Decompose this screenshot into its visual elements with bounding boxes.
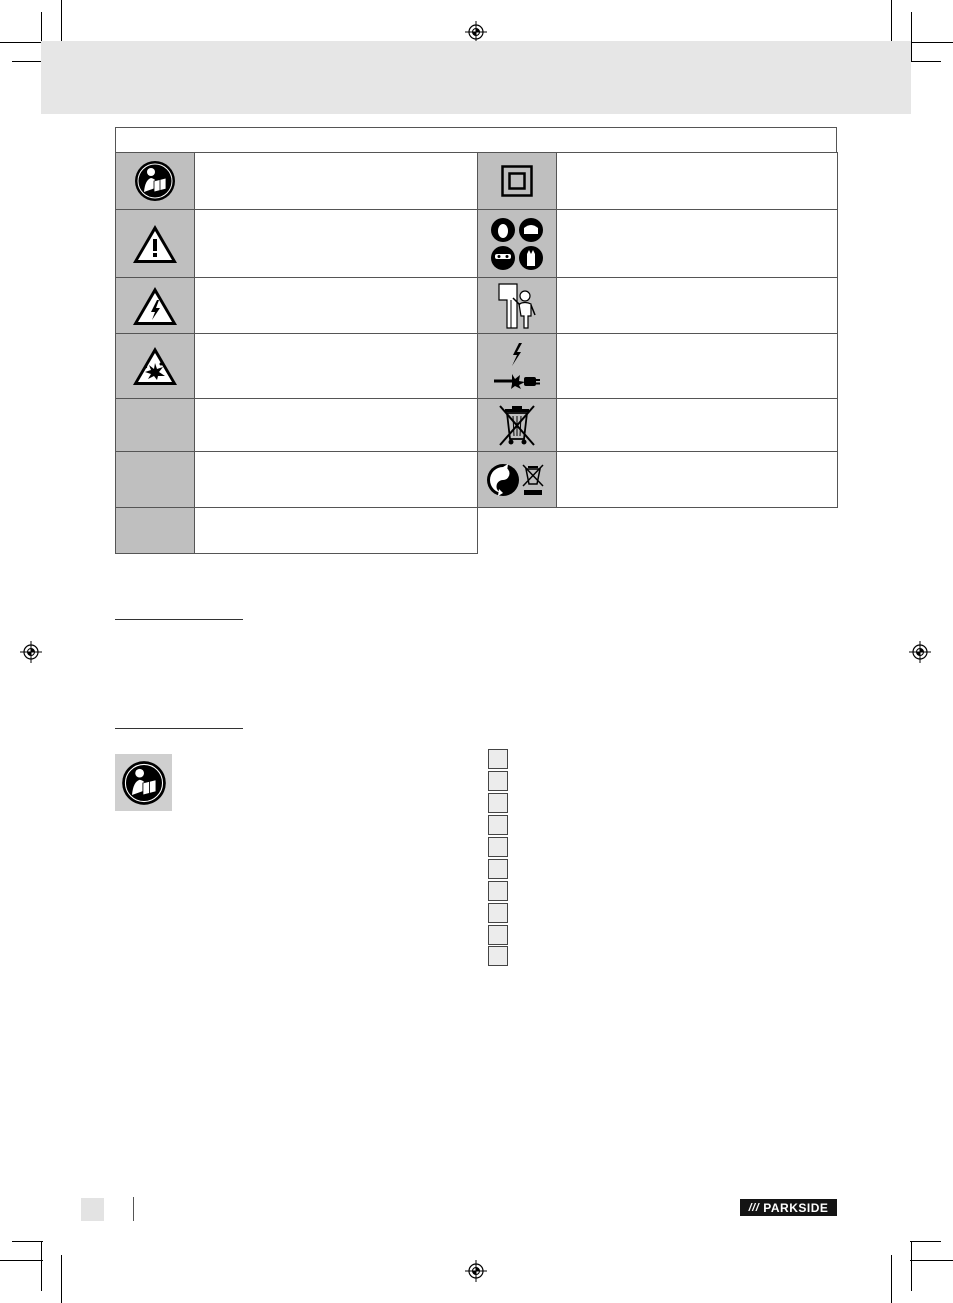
footer-divider: [133, 1197, 134, 1221]
symbol-cell: [115, 333, 195, 399]
symbol-cell: [477, 209, 557, 278]
crop-mark: [12, 1241, 43, 1242]
notice-icon-box: [115, 754, 172, 811]
part-number-box: [488, 837, 508, 857]
registration-mark-icon: [465, 1260, 487, 1282]
registration-mark-icon: [909, 641, 931, 663]
crop-mark: [891, 1255, 892, 1303]
section-heading-rule: [115, 728, 243, 729]
part-number-box: [488, 881, 508, 901]
registration-mark-icon: [20, 641, 42, 663]
symbol-description: [194, 507, 478, 554]
crop-mark: [911, 1241, 912, 1291]
weee-bin-icon: [497, 403, 537, 447]
crop-mark: [0, 1260, 43, 1261]
blank-icon-cell: [115, 451, 195, 508]
symbol-description: [556, 333, 838, 399]
crop-mark: [41, 1241, 42, 1291]
crop-mark: [910, 61, 941, 62]
crop-mark: [911, 12, 912, 62]
part-number-box: [488, 793, 508, 813]
blank-icon-cell: [115, 398, 195, 452]
symbol-description: [556, 398, 838, 452]
brand-slashes: ///: [748, 1201, 760, 1214]
blank-icon-cell: [115, 507, 195, 554]
part-number-box: [488, 749, 508, 769]
page-number-tab: [81, 1198, 104, 1221]
crop-mark: [910, 1260, 953, 1261]
electric-shock-warning-icon: [131, 285, 179, 327]
explosion-warning-icon: [131, 345, 179, 387]
symbol-description: [556, 277, 838, 334]
symbol-cell: [477, 277, 557, 334]
keep-away-children-icon: [497, 282, 537, 330]
symbol-description: [556, 209, 838, 278]
crop-mark: [910, 1241, 941, 1242]
symbol-cell: [115, 277, 195, 334]
section-heading-rule: [115, 619, 243, 620]
green-dot-recycling-icon: [486, 462, 548, 498]
symbol-description: [194, 451, 478, 508]
symbol-cell: [477, 451, 557, 508]
crop-mark: [910, 42, 953, 43]
symbol-description: [556, 152, 838, 210]
read-manual-icon: [133, 159, 177, 203]
symbol-description: [194, 152, 478, 210]
part-number-box: [488, 859, 508, 879]
protective-equipment-icon: [489, 216, 545, 272]
part-number-box: [488, 946, 508, 966]
brand-name: PARKSIDE: [763, 1200, 829, 1215]
symbol-cell: [115, 152, 195, 210]
brand-logo: [740, 1199, 837, 1216]
crop-mark: [0, 42, 43, 43]
symbol-cell: [477, 152, 557, 210]
symbol-description: [194, 333, 478, 399]
part-number-box: [488, 815, 508, 835]
symbol-cell: [477, 333, 557, 399]
symbol-cell: [477, 398, 557, 452]
symbol-table-header: [115, 127, 837, 152]
warning-triangle-icon: [131, 223, 179, 265]
crop-mark: [12, 61, 43, 62]
part-number-box: [488, 771, 508, 791]
read-manual-icon: [120, 759, 168, 807]
part-number-box: [488, 925, 508, 945]
header-band: [41, 41, 911, 114]
protection-class-ii-icon: [501, 165, 533, 197]
crop-mark: [61, 1255, 62, 1303]
symbol-description: [556, 451, 838, 508]
symbol-description: [194, 398, 478, 452]
symbol-description: [194, 209, 478, 278]
part-number-box: [488, 903, 508, 923]
symbol-cell: [115, 209, 195, 278]
damaged-cable-warning-icon: [492, 341, 542, 391]
symbol-description: [194, 277, 478, 334]
registration-mark-icon: [465, 21, 487, 43]
